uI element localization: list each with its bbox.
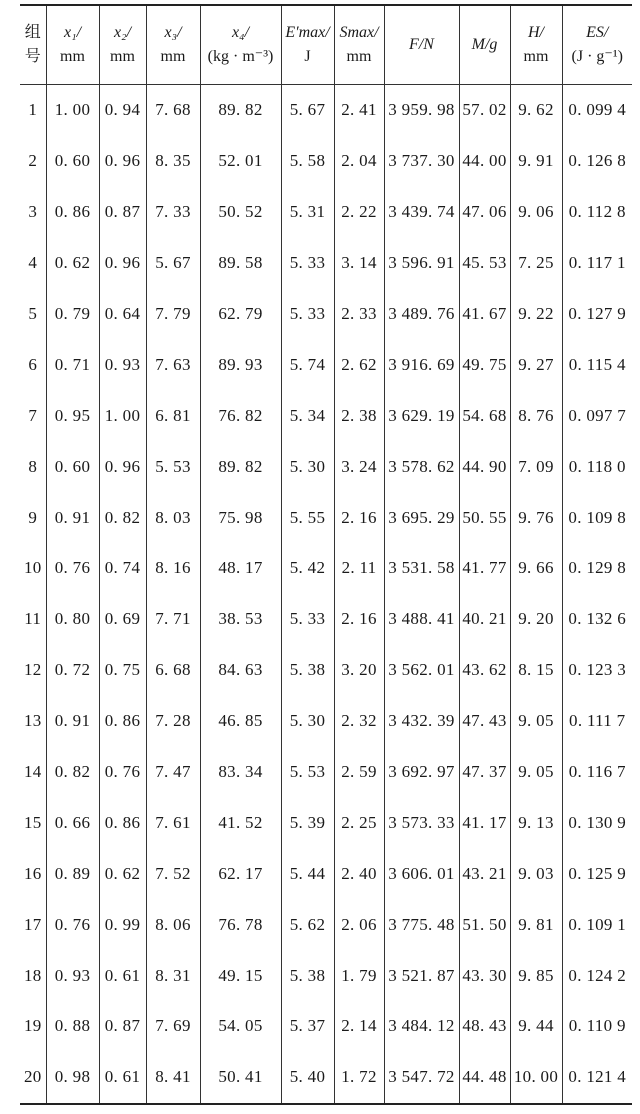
header-e-max-unit: J [304, 48, 311, 65]
table-cell-x2: 0. 64 [99, 289, 146, 340]
table-cell-e-max: 5. 58 [281, 136, 334, 187]
table-cell-x4: 52. 01 [200, 136, 281, 187]
header-x1-unit: mm [60, 48, 85, 65]
table-cell-e-max: 5. 74 [281, 339, 334, 390]
table-row [20, 289, 632, 340]
table-cell-e-max: 5. 31 [281, 187, 334, 238]
table-cell-e-max: 5. 62 [281, 899, 334, 950]
table-cell-force: 3 432. 39 [384, 696, 459, 747]
table-cell-x2: 0. 76 [99, 747, 146, 798]
header-group-no [20, 5, 46, 85]
table-cell-mass: 41. 77 [459, 543, 510, 594]
table-cell-x4: 50. 52 [200, 187, 281, 238]
table-cell-group-no: 2 [20, 136, 46, 187]
table-cell-e-max: 5. 40 [281, 1052, 334, 1104]
table-cell-height: 9. 76 [510, 492, 562, 543]
table-cell-mass: 41. 67 [459, 289, 510, 340]
table-header-row [20, 5, 632, 85]
table-cell-mass: 49. 75 [459, 339, 510, 390]
table-cell-force: 3 606. 01 [384, 848, 459, 899]
table-cell-s-max: 2. 32 [334, 696, 384, 747]
header-x1-name: x₁/ [63, 24, 82, 41]
table-cell-group-no: 11 [20, 594, 46, 645]
table-cell-x3: 6. 81 [146, 390, 200, 441]
table-cell-group-no: 15 [20, 797, 46, 848]
table-cell-x3: 7. 47 [146, 747, 200, 798]
table-row [20, 187, 632, 238]
table-cell-force: 3 959. 98 [384, 85, 459, 136]
header-force-name: F/N [409, 36, 434, 53]
table-cell-height: 9. 44 [510, 1001, 562, 1052]
header-x3-unit: mm [160, 48, 186, 65]
table-cell-e-max: 5. 30 [281, 441, 334, 492]
table-cell-s-max: 3. 14 [334, 238, 384, 289]
header-e-max-name: E′max/ [285, 24, 330, 41]
table-cell-x3: 8. 35 [146, 136, 200, 187]
table-cell-s-max: 2. 25 [334, 797, 384, 848]
table-cell-es: 0. 127 9 [562, 289, 632, 340]
table-cell-mass: 43. 30 [459, 950, 510, 1001]
table-cell-x1: 0. 72 [46, 645, 99, 696]
table-cell-x3: 5. 53 [146, 441, 200, 492]
table-cell-force: 3 916. 69 [384, 339, 459, 390]
table-cell-mass: 47. 06 [459, 187, 510, 238]
table-cell-x2: 0. 61 [99, 950, 146, 1001]
header-height [510, 5, 562, 85]
table-cell-height: 9. 13 [510, 797, 562, 848]
table-row [20, 85, 632, 136]
table-row [20, 950, 632, 1001]
table-cell-e-max: 5. 30 [281, 696, 334, 747]
table-cell-e-max: 5. 39 [281, 797, 334, 848]
table-cell-mass: 47. 37 [459, 747, 510, 798]
table-cell-e-max: 5. 38 [281, 645, 334, 696]
table-cell-x1: 0. 93 [46, 950, 99, 1001]
table-cell-x2: 0. 87 [99, 1001, 146, 1052]
table-cell-x3: 7. 71 [146, 594, 200, 645]
header-height-unit: mm [523, 48, 549, 65]
table-cell-e-max: 5. 42 [281, 543, 334, 594]
table-row [20, 797, 632, 848]
table-cell-es: 0. 112 8 [562, 187, 632, 238]
table-row [20, 1052, 632, 1104]
table-row [20, 390, 632, 441]
table-cell-height: 10. 00 [510, 1052, 562, 1104]
table-cell-x1: 0. 82 [46, 747, 99, 798]
header-es [562, 5, 632, 85]
table-cell-x2: 0. 87 [99, 187, 146, 238]
table-cell-s-max: 1. 79 [334, 950, 384, 1001]
table-cell-force: 3 629. 19 [384, 390, 459, 441]
header-e-max [281, 5, 334, 85]
table-cell-s-max: 2. 16 [334, 594, 384, 645]
table-cell-group-no: 18 [20, 950, 46, 1001]
table-cell-height: 9. 81 [510, 899, 562, 950]
table-cell-s-max: 2. 22 [334, 187, 384, 238]
table-cell-es: 0. 110 9 [562, 1001, 632, 1052]
table-cell-force: 3 692. 97 [384, 747, 459, 798]
table-cell-x2: 0. 94 [99, 85, 146, 136]
table-cell-s-max: 2. 40 [334, 848, 384, 899]
table-cell-x4: 89. 93 [200, 339, 281, 390]
table-cell-es: 0. 111 7 [562, 696, 632, 747]
table-cell-mass: 45. 53 [459, 238, 510, 289]
table-cell-x4: 46. 85 [200, 696, 281, 747]
table-cell-x3: 7. 28 [146, 696, 200, 747]
table-cell-x3: 5. 67 [146, 238, 200, 289]
table-row [20, 136, 632, 187]
header-mass-name: M/g [471, 36, 498, 53]
table-cell-group-no: 16 [20, 848, 46, 899]
table-cell-es: 0. 118 0 [562, 441, 632, 492]
table-cell-group-no: 4 [20, 238, 46, 289]
table-cell-x1: 0. 79 [46, 289, 99, 340]
table-cell-height: 7. 25 [510, 238, 562, 289]
table-cell-e-max: 5. 33 [281, 289, 334, 340]
table-cell-x2: 0. 69 [99, 594, 146, 645]
table-cell-mass: 47. 43 [459, 696, 510, 747]
table-cell-force: 3 488. 41 [384, 594, 459, 645]
table-cell-group-no: 3 [20, 187, 46, 238]
table-cell-s-max: 2. 38 [334, 390, 384, 441]
table-row [20, 848, 632, 899]
table-cell-e-max: 5. 44 [281, 848, 334, 899]
table-cell-x4: 50. 41 [200, 1052, 281, 1104]
table-cell-s-max: 3. 20 [334, 645, 384, 696]
table-row [20, 339, 632, 390]
table-cell-x2: 0. 61 [99, 1052, 146, 1104]
table-cell-height: 9. 27 [510, 339, 562, 390]
table-cell-x3: 8. 31 [146, 950, 200, 1001]
table-cell-es: 0. 126 8 [562, 136, 632, 187]
table-cell-height: 8. 76 [510, 390, 562, 441]
table-cell-x4: 89. 82 [200, 85, 281, 136]
table-cell-mass: 44. 48 [459, 1052, 510, 1104]
table-cell-x1: 0. 76 [46, 899, 99, 950]
table-cell-x1: 1. 00 [46, 85, 99, 136]
table-cell-x1: 0. 71 [46, 339, 99, 390]
header-group-no-name: 组 [24, 24, 41, 41]
table-cell-x2: 0. 96 [99, 238, 146, 289]
table-cell-x2: 0. 86 [99, 797, 146, 848]
table-cell-x4: 89. 58 [200, 238, 281, 289]
table-cell-height: 9. 06 [510, 187, 562, 238]
table-cell-group-no: 10 [20, 543, 46, 594]
table-cell-es: 0. 130 9 [562, 797, 632, 848]
table-cell-x4: 49. 15 [200, 950, 281, 1001]
table-cell-mass: 48. 43 [459, 1001, 510, 1052]
header-x1 [46, 5, 99, 85]
table-cell-e-max: 5. 53 [281, 747, 334, 798]
table-cell-force: 3 439. 74 [384, 187, 459, 238]
table-cell-x3: 8. 41 [146, 1052, 200, 1104]
table-cell-x4: 76. 82 [200, 390, 281, 441]
table-cell-x1: 0. 95 [46, 390, 99, 441]
header-x4 [200, 5, 281, 85]
table-cell-es: 0. 125 9 [562, 848, 632, 899]
table-cell-x4: 89. 82 [200, 441, 281, 492]
table-cell-x1: 0. 60 [46, 441, 99, 492]
table-cell-height: 9. 05 [510, 747, 562, 798]
table-cell-e-max: 5. 38 [281, 950, 334, 1001]
table-cell-es: 0. 116 7 [562, 747, 632, 798]
header-x2-unit: mm [110, 48, 135, 65]
table-row [20, 747, 632, 798]
table-cell-x3: 7. 52 [146, 848, 200, 899]
table-cell-x2: 1. 00 [99, 390, 146, 441]
table-cell-s-max: 2. 41 [334, 85, 384, 136]
table-cell-height: 9. 91 [510, 136, 562, 187]
table-cell-x1: 0. 86 [46, 187, 99, 238]
table-cell-x3: 8. 06 [146, 899, 200, 950]
table-cell-es: 0. 115 4 [562, 339, 632, 390]
header-group-no-unit: 号 [24, 48, 41, 65]
table-cell-x4: 76. 78 [200, 899, 281, 950]
table-cell-mass: 57. 02 [459, 85, 510, 136]
table-cell-x1: 0. 91 [46, 492, 99, 543]
table-cell-group-no: 1 [20, 85, 46, 136]
table-cell-x4: 48. 17 [200, 543, 281, 594]
table-cell-s-max: 1. 72 [334, 1052, 384, 1104]
table-cell-group-no: 6 [20, 339, 46, 390]
table-cell-force: 3 521. 87 [384, 950, 459, 1001]
table-cell-x3: 7. 79 [146, 289, 200, 340]
table-cell-x1: 0. 88 [46, 1001, 99, 1052]
table-cell-s-max: 2. 04 [334, 136, 384, 187]
table-cell-mass: 50. 55 [459, 492, 510, 543]
table-row [20, 1001, 632, 1052]
header-x2-name: x₂/ [113, 24, 132, 41]
table-cell-group-no: 14 [20, 747, 46, 798]
table-row [20, 696, 632, 747]
table-cell-force: 3 578. 62 [384, 441, 459, 492]
table-cell-mass: 54. 68 [459, 390, 510, 441]
table-cell-x3: 7. 33 [146, 187, 200, 238]
table-cell-x1: 0. 80 [46, 594, 99, 645]
table-cell-s-max: 3. 24 [334, 441, 384, 492]
table-cell-height: 9. 22 [510, 289, 562, 340]
table-cell-mass: 43. 62 [459, 645, 510, 696]
table-cell-x3: 6. 68 [146, 645, 200, 696]
table-cell-x2: 0. 82 [99, 492, 146, 543]
table-cell-mass: 43. 21 [459, 848, 510, 899]
table-cell-es: 0. 097 7 [562, 390, 632, 441]
table-cell-es: 0. 129 8 [562, 543, 632, 594]
table-row [20, 543, 632, 594]
table-cell-x1: 0. 98 [46, 1052, 99, 1104]
table-cell-es: 0. 123 3 [562, 645, 632, 696]
table-cell-force: 3 695. 29 [384, 492, 459, 543]
table-cell-x1: 0. 66 [46, 797, 99, 848]
table-cell-height: 9. 20 [510, 594, 562, 645]
table-cell-height: 8. 15 [510, 645, 562, 696]
header-x4-unit: (kg · m⁻³) [207, 48, 274, 65]
header-x4-name: x₄/ [231, 24, 250, 41]
table-cell-x4: 62. 17 [200, 848, 281, 899]
table-cell-x2: 0. 62 [99, 848, 146, 899]
table-cell-es: 0. 109 1 [562, 899, 632, 950]
table-cell-s-max: 2. 14 [334, 1001, 384, 1052]
table-cell-group-no: 17 [20, 899, 46, 950]
table-row [20, 594, 632, 645]
table-cell-x2: 0. 96 [99, 441, 146, 492]
table-cell-e-max: 5. 34 [281, 390, 334, 441]
table-cell-x3: 7. 69 [146, 1001, 200, 1052]
table-cell-height: 7. 09 [510, 441, 562, 492]
table-cell-es: 0. 109 8 [562, 492, 632, 543]
table-cell-mass: 41. 17 [459, 797, 510, 848]
table-cell-e-max: 5. 33 [281, 238, 334, 289]
table-cell-s-max: 2. 33 [334, 289, 384, 340]
table-cell-x2: 0. 96 [99, 136, 146, 187]
header-x2 [99, 5, 146, 85]
table-cell-force: 3 737. 30 [384, 136, 459, 187]
table-cell-x1: 0. 91 [46, 696, 99, 747]
table-cell-x2: 0. 75 [99, 645, 146, 696]
table-cell-x3: 7. 61 [146, 797, 200, 848]
table-cell-x2: 0. 93 [99, 339, 146, 390]
table-cell-es: 0. 117 1 [562, 238, 632, 289]
table-cell-group-no: 20 [20, 1052, 46, 1104]
header-force [384, 5, 459, 85]
table-cell-force: 3 531. 58 [384, 543, 459, 594]
table-cell-force: 3 547. 72 [384, 1052, 459, 1104]
table-cell-e-max: 5. 55 [281, 492, 334, 543]
table-cell-es: 0. 132 6 [562, 594, 632, 645]
table-row [20, 238, 632, 289]
table-cell-height: 9. 62 [510, 85, 562, 136]
table-cell-force: 3 573. 33 [384, 797, 459, 848]
table-cell-group-no: 12 [20, 645, 46, 696]
table-cell-force: 3 562. 01 [384, 645, 459, 696]
table-cell-group-no: 5 [20, 289, 46, 340]
table-cell-x2: 0. 74 [99, 543, 146, 594]
table-cell-x4: 75. 98 [200, 492, 281, 543]
table-cell-x1: 0. 62 [46, 238, 99, 289]
table-cell-es: 0. 124 2 [562, 950, 632, 1001]
table-cell-x3: 8. 03 [146, 492, 200, 543]
table-cell-x3: 8. 16 [146, 543, 200, 594]
table-cell-height: 9. 03 [510, 848, 562, 899]
table-cell-mass: 44. 00 [459, 136, 510, 187]
header-s-max-unit: mm [346, 48, 372, 65]
table-cell-s-max: 2. 06 [334, 899, 384, 950]
table-cell-x4: 41. 52 [200, 797, 281, 848]
table-cell-group-no: 13 [20, 696, 46, 747]
header-es-unit: (J · g⁻¹) [571, 48, 623, 65]
table-cell-s-max: 2. 11 [334, 543, 384, 594]
table-cell-e-max: 5. 33 [281, 594, 334, 645]
table-cell-e-max: 5. 67 [281, 85, 334, 136]
table-cell-group-no: 7 [20, 390, 46, 441]
header-s-max-name: Smax/ [339, 24, 379, 41]
table-cell-x1: 0. 76 [46, 543, 99, 594]
table-cell-x2: 0. 99 [99, 899, 146, 950]
table-cell-es: 0. 099 4 [562, 85, 632, 136]
header-es-name: ES/ [586, 24, 609, 41]
header-mass [459, 5, 510, 85]
table-cell-height: 9. 85 [510, 950, 562, 1001]
header-x3 [146, 5, 200, 85]
table-cell-force: 3 596. 91 [384, 238, 459, 289]
data-table [20, 4, 632, 1105]
table-cell-x4: 83. 34 [200, 747, 281, 798]
table-row [20, 899, 632, 950]
table-cell-x2: 0. 86 [99, 696, 146, 747]
table-cell-x3: 7. 63 [146, 339, 200, 390]
table-cell-mass: 40. 21 [459, 594, 510, 645]
table-row [20, 645, 632, 696]
table-cell-x4: 54. 05 [200, 1001, 281, 1052]
table-cell-s-max: 2. 62 [334, 339, 384, 390]
table-cell-group-no: 9 [20, 492, 46, 543]
table-cell-x3: 7. 68 [146, 85, 200, 136]
table-cell-x4: 38. 53 [200, 594, 281, 645]
table-row [20, 441, 632, 492]
table-cell-height: 9. 66 [510, 543, 562, 594]
table-cell-x4: 62. 79 [200, 289, 281, 340]
table-body [20, 85, 632, 1104]
header-x3-name: x₃/ [164, 24, 182, 41]
table-cell-x4: 84. 63 [200, 645, 281, 696]
table-cell-height: 9. 05 [510, 696, 562, 747]
table-cell-s-max: 2. 16 [334, 492, 384, 543]
table-cell-group-no: 19 [20, 1001, 46, 1052]
table-cell-x1: 0. 60 [46, 136, 99, 187]
table-cell-force: 3 489. 76 [384, 289, 459, 340]
table-cell-x1: 0. 89 [46, 848, 99, 899]
table-row [20, 492, 632, 543]
table-cell-mass: 44. 90 [459, 441, 510, 492]
table-cell-mass: 51. 50 [459, 899, 510, 950]
table-cell-force: 3 484. 12 [384, 1001, 459, 1052]
table-cell-e-max: 5. 37 [281, 1001, 334, 1052]
table-cell-es: 0. 121 4 [562, 1052, 632, 1104]
table-cell-group-no: 8 [20, 441, 46, 492]
table-cell-s-max: 2. 59 [334, 747, 384, 798]
table-cell-force: 3 775. 48 [384, 899, 459, 950]
header-s-max [334, 5, 384, 85]
header-height-name: H/ [528, 24, 544, 41]
